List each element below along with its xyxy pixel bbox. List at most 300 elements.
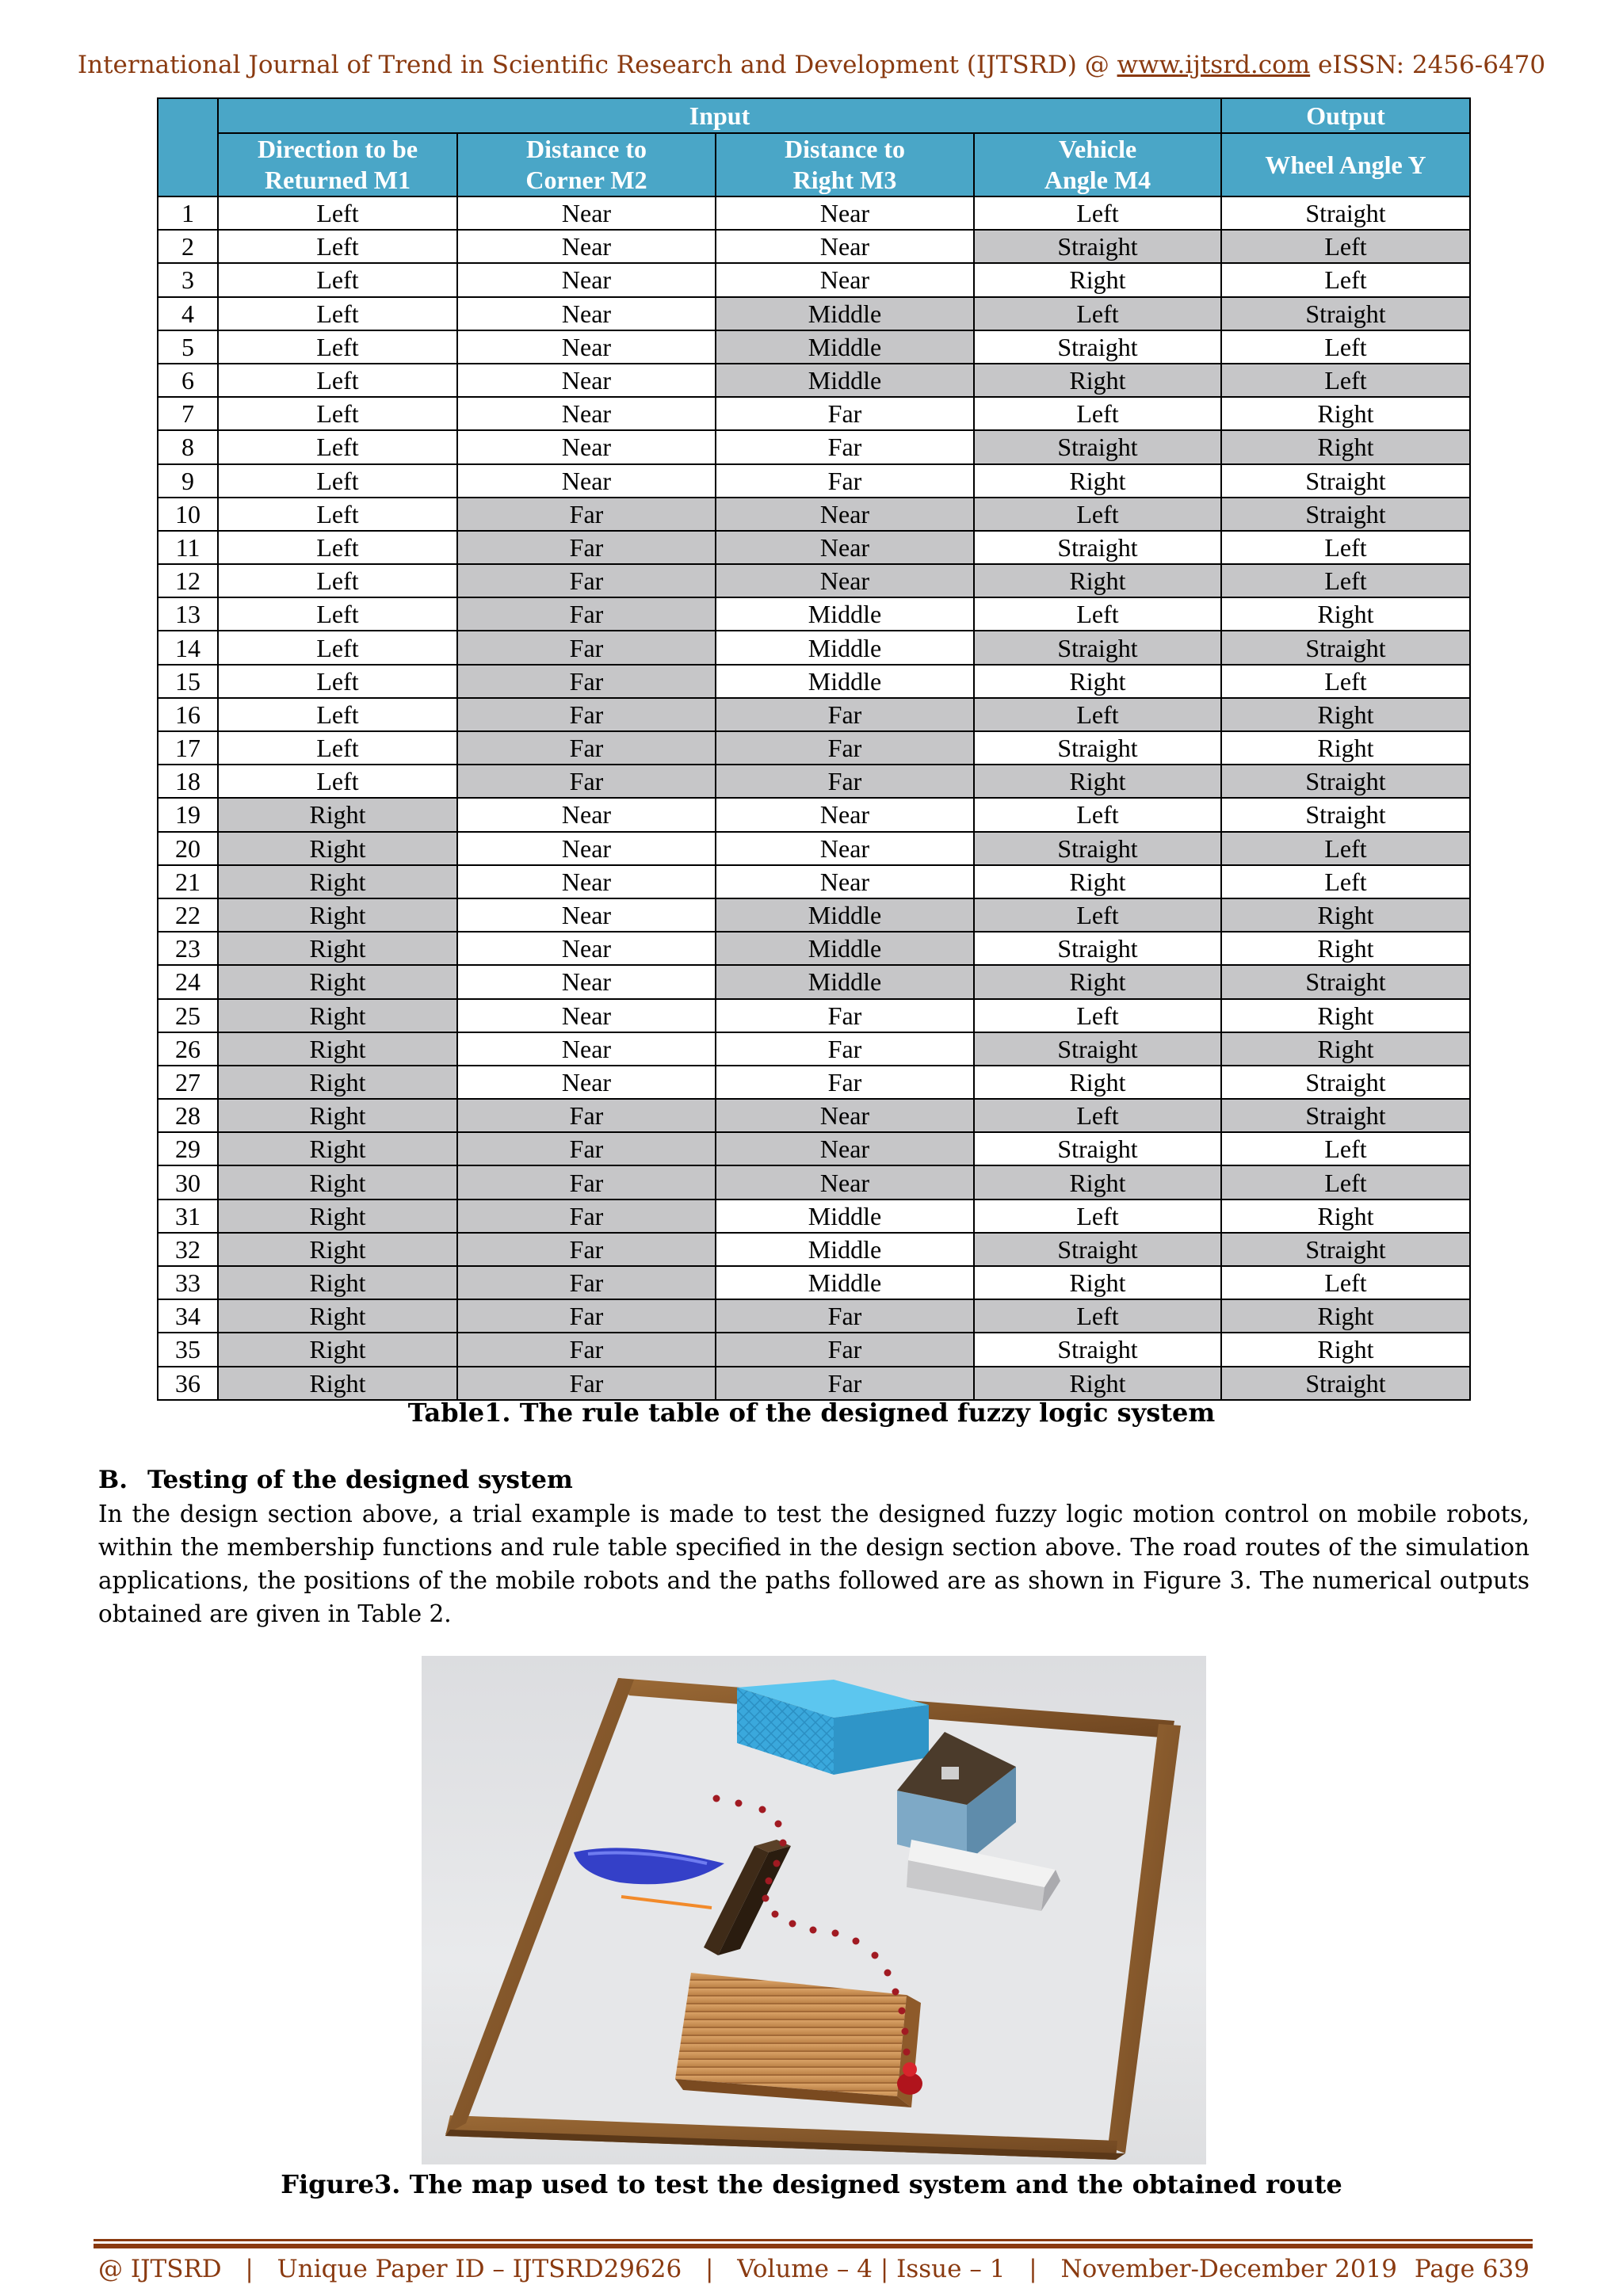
corner-m2-cell: Near: [457, 1066, 716, 1099]
table-row: [158, 597, 1470, 631]
table-row: [158, 297, 1470, 330]
angle-m4-cell: Right: [974, 1367, 1221, 1400]
rule-number-cell: 32: [158, 1233, 218, 1266]
direction-m1-cell: Right: [218, 832, 457, 865]
right-m3-cell: Near: [716, 798, 974, 831]
wheel-angle-y-cell: Left: [1221, 1266, 1470, 1299]
right-m3-cell: Middle: [716, 297, 974, 330]
direction-m1-cell: Left: [218, 297, 457, 330]
table-row: [158, 865, 1470, 898]
wheel-angle-y-cell: Straight: [1221, 1099, 1470, 1132]
angle-m4-cell: Left: [974, 999, 1221, 1032]
table-row: [158, 464, 1470, 498]
wheel-angle-y-cell: Right: [1221, 999, 1470, 1032]
route-dot: [853, 1938, 860, 1945]
right-m3-cell: Near: [716, 564, 974, 597]
rule-number-cell: 16: [158, 698, 218, 731]
angle-m4-cell: Straight: [974, 1333, 1221, 1366]
route-dot: [832, 1930, 839, 1937]
direction-m1-cell: Right: [218, 1266, 457, 1299]
direction-m1-cell: Right: [218, 898, 457, 932]
wheel-angle-y-cell: Left: [1221, 1165, 1470, 1199]
rule-number-cell: 28: [158, 1099, 218, 1132]
table-row: [158, 1266, 1470, 1299]
rule-number-cell: 8: [158, 430, 218, 463]
table-row: [158, 397, 1470, 430]
table-row: [158, 564, 1470, 597]
angle-m4-cell: Straight: [974, 832, 1221, 865]
right-m3-cell: Near: [716, 498, 974, 531]
right-m3-cell: Near: [716, 531, 974, 564]
table-row: [158, 263, 1470, 296]
direction-m1-cell: Left: [218, 498, 457, 531]
route-dot: [789, 1920, 796, 1928]
test-map-render: [422, 1656, 1206, 2164]
wheel-angle-y-cell: Left: [1221, 531, 1470, 564]
direction-m1-cell: Left: [218, 196, 457, 230]
wheel-angle-y-cell: Left: [1221, 1132, 1470, 1165]
angle-m4-cell: Right: [974, 865, 1221, 898]
direction-m1-cell: Right: [218, 865, 457, 898]
rule-number-cell: 9: [158, 464, 218, 498]
rule-number-cell: 18: [158, 765, 218, 798]
right-m3-cell: Far: [716, 464, 974, 498]
angle-m4-cell: Right: [974, 564, 1221, 597]
rule-number-cell: 19: [158, 798, 218, 831]
rule-number-cell: 33: [158, 1266, 218, 1299]
rule-number-cell: 31: [158, 1199, 218, 1233]
corner-m2-cell: Far: [457, 1132, 716, 1165]
footer-publisher: @ IJTSRD: [98, 2255, 222, 2283]
right-m3-cell: Far: [716, 397, 974, 430]
rule-number-cell: 14: [158, 631, 218, 664]
table-row: [158, 1367, 1470, 1400]
right-m3-cell: Near: [716, 1132, 974, 1165]
table-row: [158, 665, 1470, 698]
rule-table-body: [158, 196, 1470, 1400]
table-row: [158, 731, 1470, 765]
route-dot: [713, 1795, 720, 1802]
direction-m1-cell: Left: [218, 464, 457, 498]
rule-number-cell: 10: [158, 498, 218, 531]
direction-m1-cell: Left: [218, 364, 457, 397]
footer-separator: |: [1029, 2255, 1037, 2283]
wheel-angle-y-cell: Right: [1221, 731, 1470, 765]
angle-m4-cell: Right: [974, 464, 1221, 498]
table-row: [158, 1099, 1470, 1132]
angle-m4-cell: Left: [974, 698, 1221, 731]
corner-m2-cell: Far: [457, 1266, 716, 1299]
wheel-angle-y-cell: Straight: [1221, 498, 1470, 531]
direction-m1-cell: Right: [218, 999, 457, 1032]
rule-number-cell: 35: [158, 1333, 218, 1366]
footer-rule-thick: [94, 2244, 1533, 2248]
direction-m1-cell: Left: [218, 698, 457, 731]
angle-m4-cell: Straight: [974, 330, 1221, 364]
fuzzy-rule-table: [157, 97, 1471, 1401]
rule-number-cell: 26: [158, 1032, 218, 1066]
angle-m4-cell: Straight: [974, 631, 1221, 664]
journal-issn: eISSN: 2456-6470: [1310, 51, 1546, 79]
angle-m4-cell: Right: [974, 665, 1221, 698]
angle-m4-cell: Straight: [974, 932, 1221, 965]
corner-m2-cell: Far: [457, 1233, 716, 1266]
wheel-angle-y-cell: Left: [1221, 832, 1470, 865]
corner-m2-cell: Near: [457, 865, 716, 898]
direction-m1-cell: Right: [218, 965, 457, 998]
rule-number-cell: 34: [158, 1299, 218, 1333]
rule-number-cell: 15: [158, 665, 218, 698]
output-group-header: Output: [1221, 98, 1470, 133]
table-row: [158, 965, 1470, 998]
wheel-angle-y-cell: Right: [1221, 898, 1470, 932]
input-group-header: Input: [218, 98, 1221, 133]
corner-m2-cell: Near: [457, 230, 716, 263]
direction-m1-cell: Right: [218, 1165, 457, 1199]
corner-m2-cell: Far: [457, 1367, 716, 1400]
angle-m4-cell: Left: [974, 798, 1221, 831]
corner-m2-cell: Near: [457, 798, 716, 831]
right-m3-cell: Middle: [716, 631, 974, 664]
wheel-angle-y-cell: Left: [1221, 330, 1470, 364]
angle-m4-cell: Straight: [974, 1032, 1221, 1066]
corner-cell: [158, 98, 218, 196]
corner-m2-cell: Far: [457, 698, 716, 731]
corner-m2-cell: Far: [457, 564, 716, 597]
wheel-angle-y-cell: Straight: [1221, 1367, 1470, 1400]
right-m3-cell: Near: [716, 196, 974, 230]
direction-m1-cell: Left: [218, 665, 457, 698]
direction-m1-cell: Right: [218, 1367, 457, 1400]
right-m3-cell: Middle: [716, 1266, 974, 1299]
page-header: [0, 51, 1623, 79]
table-row: [158, 631, 1470, 664]
angle-m4-cell: Straight: [974, 731, 1221, 765]
angle-m4-cell: Straight: [974, 430, 1221, 463]
corner-m2-cell: Near: [457, 1032, 716, 1066]
direction-m1-cell: Right: [218, 1032, 457, 1066]
wheel-angle-y-cell: Right: [1221, 397, 1470, 430]
table-row: [158, 330, 1470, 364]
angle-m4-cell: Right: [974, 263, 1221, 296]
rule-number-cell: 4: [158, 297, 218, 330]
angle-m4-cell: Left: [974, 196, 1221, 230]
angle-m4-cell: Left: [974, 297, 1221, 330]
direction-m1-cell: Left: [218, 230, 457, 263]
right-m3-cell: Far: [716, 1333, 974, 1366]
right-m3-cell: Far: [716, 731, 974, 765]
angle-m4-cell: Left: [974, 597, 1221, 631]
route-dot: [766, 1878, 773, 1885]
rule-number-cell: 2: [158, 230, 218, 263]
wheel-angle-y-cell: Straight: [1221, 631, 1470, 664]
right-m3-cell: Middle: [716, 330, 974, 364]
direction-m1-cell: Left: [218, 330, 457, 364]
direction-m1-cell: Right: [218, 1333, 457, 1366]
rule-number-cell: 27: [158, 1066, 218, 1099]
wheel-angle-y-cell: Right: [1221, 597, 1470, 631]
right-m3-cell: Middle: [716, 1199, 974, 1233]
rule-number-cell: 36: [158, 1367, 218, 1400]
footer-rule-thin: [94, 2239, 1533, 2241]
footer-separator: |: [245, 2255, 254, 2283]
direction-m1-cell: Right: [218, 798, 457, 831]
angle-m4-cell: Straight: [974, 531, 1221, 564]
route-dot: [899, 2008, 906, 2015]
right-m3-cell: Far: [716, 698, 974, 731]
right-m3-cell: Middle: [716, 597, 974, 631]
direction-m1-cell: Left: [218, 531, 457, 564]
corner-m2-cell: Far: [457, 631, 716, 664]
right-m3-cell: Near: [716, 865, 974, 898]
wheel-angle-y-cell: Right: [1221, 430, 1470, 463]
table-row: [158, 798, 1470, 831]
corner-m2-cell: Far: [457, 1165, 716, 1199]
route-dot: [902, 2028, 909, 2035]
corner-m2-cell: Far: [457, 1099, 716, 1132]
right-m3-cell: Near: [716, 230, 974, 263]
table-row: [158, 1199, 1470, 1233]
test-map-figure: [422, 1656, 1206, 2164]
route-dot: [903, 2049, 911, 2056]
wheel-angle-y-cell: Left: [1221, 364, 1470, 397]
route-dot: [735, 1800, 743, 1807]
table-caption: Table1. The rule table of the designed fuzzy logic system: [407, 1398, 1216, 1428]
direction-m1-cell: Right: [218, 1199, 457, 1233]
column-header-m3: Distance to Right M3: [716, 133, 974, 196]
rule-number-cell: 3: [158, 263, 218, 296]
right-m3-cell: Middle: [716, 665, 974, 698]
rule-number-cell: 17: [158, 731, 218, 765]
wheel-angle-y-cell: Left: [1221, 865, 1470, 898]
corner-m2-cell: Far: [457, 1299, 716, 1333]
route-dot: [772, 1911, 779, 1918]
table-row: [158, 1132, 1470, 1165]
rule-number-cell: 6: [158, 364, 218, 397]
wheel-angle-y-cell: Left: [1221, 263, 1470, 296]
corner-m2-cell: Near: [457, 464, 716, 498]
table-row: [158, 1066, 1470, 1099]
wheel-angle-y-cell: Straight: [1221, 196, 1470, 230]
table-row: [158, 498, 1470, 531]
corner-m2-cell: Far: [457, 765, 716, 798]
direction-m1-cell: Left: [218, 731, 457, 765]
right-m3-cell: Far: [716, 999, 974, 1032]
corner-m2-cell: Far: [457, 1199, 716, 1233]
right-m3-cell: Far: [716, 765, 974, 798]
table-row: [158, 364, 1470, 397]
table-row: [158, 999, 1470, 1032]
direction-m1-cell: Left: [218, 765, 457, 798]
rule-number-cell: 1: [158, 196, 218, 230]
corner-m2-cell: Far: [457, 665, 716, 698]
right-m3-cell: Near: [716, 1099, 974, 1132]
rule-number-cell: 25: [158, 999, 218, 1032]
rule-number-cell: 29: [158, 1132, 218, 1165]
figure-caption: Figure3. The map used to test the designed system and the obtained route: [281, 2169, 1342, 2199]
corner-m2-cell: Near: [457, 999, 716, 1032]
direction-m1-cell: Left: [218, 263, 457, 296]
wheel-angle-y-cell: Straight: [1221, 798, 1470, 831]
route-dot: [775, 1821, 782, 1828]
route-dot: [810, 1927, 817, 1934]
right-m3-cell: Near: [716, 263, 974, 296]
wheel-angle-y-cell: Left: [1221, 665, 1470, 698]
table-row: [158, 1032, 1470, 1066]
corner-m2-cell: Near: [457, 196, 716, 230]
right-m3-cell: Middle: [716, 898, 974, 932]
angle-m4-cell: Left: [974, 1099, 1221, 1132]
wheel-angle-y-cell: Right: [1221, 1333, 1470, 1366]
corner-m2-cell: Near: [457, 430, 716, 463]
direction-m1-cell: Right: [218, 1132, 457, 1165]
direction-m1-cell: Left: [218, 430, 457, 463]
corner-m2-cell: Near: [457, 932, 716, 965]
direction-m1-cell: Right: [218, 1066, 457, 1099]
corner-m2-cell: Near: [457, 263, 716, 296]
route-dot: [759, 1806, 766, 1814]
corner-m2-cell: Near: [457, 330, 716, 364]
wheel-angle-y-cell: Straight: [1221, 765, 1470, 798]
column-header-m4: Vehicle Angle M4: [974, 133, 1221, 196]
angle-m4-cell: Right: [974, 1165, 1221, 1199]
section-title: Testing of the designed system: [147, 1466, 573, 1494]
route-dot: [884, 1970, 892, 1977]
right-m3-cell: Far: [716, 1032, 974, 1066]
page-footer: [98, 2255, 1529, 2283]
corner-m2-cell: Near: [457, 965, 716, 998]
journal-url-link[interactable]: www.ijtsrd.com: [1117, 51, 1311, 79]
direction-m1-cell: Right: [218, 1233, 457, 1266]
journal-name: International Journal of Trend in Scientific Research and Development (IJTSRD) @: [77, 51, 1117, 79]
table-row: [158, 531, 1470, 564]
table-row: [158, 1299, 1470, 1333]
table-row: [158, 196, 1470, 230]
angle-m4-cell: Right: [974, 364, 1221, 397]
footer-paper-id: Unique Paper ID – IJTSRD29626: [277, 2255, 682, 2283]
angle-m4-cell: Straight: [974, 1132, 1221, 1165]
corner-m2-cell: Near: [457, 297, 716, 330]
right-m3-cell: Near: [716, 832, 974, 865]
footer-separator: |: [705, 2255, 714, 2283]
footer-volume: Volume – 4 | Issue – 1: [737, 2255, 1006, 2283]
footer-page: Page 639: [1414, 2255, 1529, 2283]
angle-m4-cell: Right: [974, 965, 1221, 998]
route-dot: [762, 1895, 769, 1902]
angle-m4-cell: Left: [974, 1199, 1221, 1233]
table-row: [158, 898, 1470, 932]
table-row: [158, 1333, 1470, 1366]
corner-m2-cell: Far: [457, 731, 716, 765]
rule-number-cell: 30: [158, 1165, 218, 1199]
direction-m1-cell: Right: [218, 1099, 457, 1132]
rule-number-cell: 22: [158, 898, 218, 932]
corner-m2-cell: Far: [457, 531, 716, 564]
direction-m1-cell: Left: [218, 397, 457, 430]
wheel-angle-y-cell: Right: [1221, 1199, 1470, 1233]
angle-m4-cell: Left: [974, 397, 1221, 430]
right-m3-cell: Far: [716, 430, 974, 463]
route-dot: [892, 1989, 899, 1996]
right-m3-cell: Middle: [716, 364, 974, 397]
table-row: [158, 765, 1470, 798]
angle-m4-cell: Straight: [974, 230, 1221, 263]
corner-m2-cell: Near: [457, 397, 716, 430]
table-row: [158, 1165, 1470, 1199]
wheel-angle-y-cell: Left: [1221, 564, 1470, 597]
angle-m4-cell: Right: [974, 765, 1221, 798]
rule-number-cell: 12: [158, 564, 218, 597]
direction-m1-cell: Left: [218, 564, 457, 597]
rule-number-cell: 11: [158, 531, 218, 564]
wheel-angle-y-cell: Left: [1221, 230, 1470, 263]
angle-m4-cell: Straight: [974, 1233, 1221, 1266]
table-row: [158, 1233, 1470, 1266]
rule-number-cell: 21: [158, 865, 218, 898]
corner-m2-cell: Far: [457, 1333, 716, 1366]
wheel-angle-y-cell: Right: [1221, 1032, 1470, 1066]
column-header-m1: Direction to be Returned M1: [218, 133, 457, 196]
rule-number-cell: 23: [158, 932, 218, 965]
direction-m1-cell: Right: [218, 932, 457, 965]
wheel-angle-y-cell: Right: [1221, 932, 1470, 965]
corner-m2-cell: Near: [457, 898, 716, 932]
table-row: [158, 932, 1470, 965]
footer-date: November-December 2019: [1060, 2255, 1398, 2283]
wheel-angle-y-cell: Straight: [1221, 1066, 1470, 1099]
angle-m4-cell: Right: [974, 1266, 1221, 1299]
rule-number-cell: 7: [158, 397, 218, 430]
section-letter: B.: [98, 1466, 128, 1494]
wheel-angle-y-cell: Straight: [1221, 1233, 1470, 1266]
direction-m1-cell: Left: [218, 597, 457, 631]
table-row: [158, 230, 1470, 263]
table-row: [158, 832, 1470, 865]
corner-m2-cell: Far: [457, 498, 716, 531]
right-m3-cell: Far: [716, 1367, 974, 1400]
column-header-y: Wheel Angle Y: [1221, 133, 1470, 196]
corner-m2-cell: Near: [457, 832, 716, 865]
rule-number-cell: 13: [158, 597, 218, 631]
section-heading: [98, 1466, 573, 1494]
plank-crate: [675, 1973, 921, 2107]
section-paragraph: In the design section above, a trial example is made to test the designed fuzzy logic motion control on mobile robots, within the membership functions and rule table specified in the design section above. The road routes of the simulation applications, the positions of the mobile robots and the paths followed are as shown in Figure 3. The numerical outputs obtained are given in Table 2.: [98, 1501, 1529, 1627]
right-m3-cell: Middle: [716, 1233, 974, 1266]
column-header-m2: Distance to Corner M2: [457, 133, 716, 196]
route-dot: [872, 1952, 879, 1959]
route-dot: [773, 1860, 781, 1867]
angle-m4-cell: Right: [974, 1066, 1221, 1099]
right-m3-cell: Far: [716, 1299, 974, 1333]
right-m3-cell: Near: [716, 1165, 974, 1199]
wheel-angle-y-cell: Straight: [1221, 965, 1470, 998]
angle-m4-cell: Left: [974, 1299, 1221, 1333]
rule-number-cell: 24: [158, 965, 218, 998]
angle-m4-cell: Left: [974, 498, 1221, 531]
table-row: [158, 698, 1470, 731]
right-m3-cell: Far: [716, 1066, 974, 1099]
direction-m1-cell: Left: [218, 631, 457, 664]
corner-m2-cell: Far: [457, 597, 716, 631]
rule-number-cell: 5: [158, 330, 218, 364]
route-dot: [780, 1840, 787, 1847]
angle-m4-cell: Left: [974, 898, 1221, 932]
wheel-angle-y-cell: Straight: [1221, 464, 1470, 498]
wheel-angle-y-cell: Right: [1221, 698, 1470, 731]
rule-number-cell: 20: [158, 832, 218, 865]
right-m3-cell: Middle: [716, 932, 974, 965]
table-row: [158, 430, 1470, 463]
